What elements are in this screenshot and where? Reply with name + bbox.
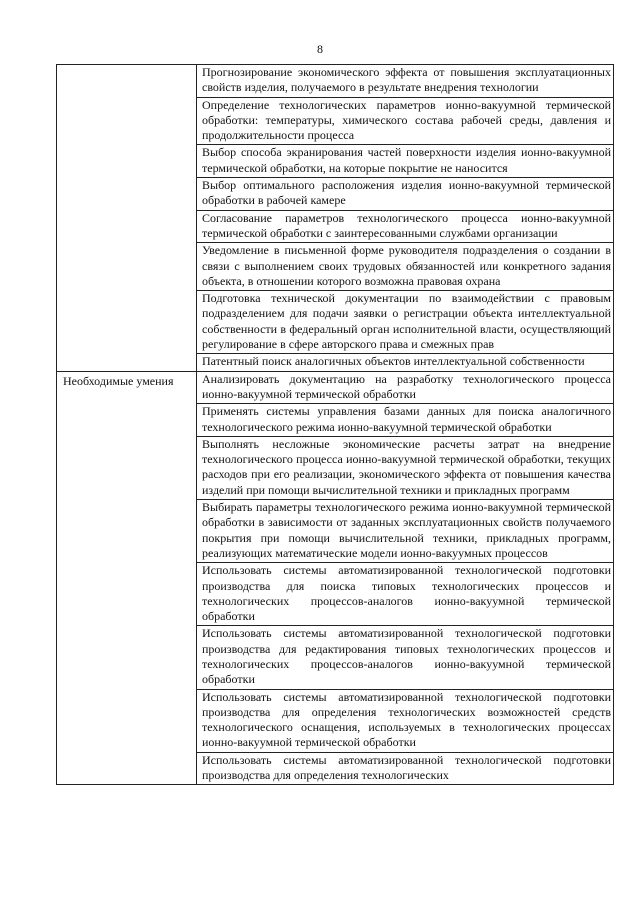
list-item: Патентный поиск аналогичных объектов интеллектуальной собственности: [202, 354, 585, 369]
list-item: Применять системы управления базами данных для поиска аналогичного технологического режима ионно-вакуумной термической обработки: [197, 404, 613, 437]
list-item: Использовать системы автоматизированной технологической подготовки производства для определения технологических: [202, 752, 611, 783]
list-item: Использовать системы автоматизированной технологической подготовки производства для поиска типовых технологических процессов и технологических процессов-аналогов ионно-вакуумной термической обработки: [197, 563, 613, 626]
page-number: 8: [317, 42, 323, 56]
list-item: Использовать системы автоматизированной технологической подготовки производства для определения технологических возможностей средств технологического оснащения, используемых в технологических процессах ионно-вакуумной термической обработки: [197, 690, 613, 753]
list-item: Выбирать параметры технологического режима ионно-вакуумной термической обработки в зависимости от заданных эксплуатационных свойств получаемого покрытия при помощи вычислительной техники, прикладных программ, реализующих математические модели ионно-вакуумных процессов: [197, 500, 613, 563]
row-label: Необходимые умения: [57, 371, 197, 785]
list-item: Выбор оптимального расположения изделия ионно-вакуумной термической обработки в рабочей камере: [197, 178, 613, 211]
list-item: Использовать системы автоматизированной технологической подготовки производства для редактирования типовых технологических процессов и технологических процессов-аналогов ионно-вакуумной термической обработки: [197, 626, 613, 689]
list-item: Анализировать документацию на разработку технологического процесса ионно-вакуумной термической обработки: [197, 372, 613, 405]
list-item: Выбор способа экранирования частей поверхности изделия ионно-вакуумной термической обработки, на которые покрытие не наносится: [197, 145, 613, 178]
row-label: [57, 65, 197, 372]
competency-table: [56, 64, 614, 785]
row-content: [197, 65, 614, 372]
list-item: Определение технологических параметров ионно-вакуумной термической обработки: температуры, химического состава рабочей среды, давления и продолжительности процесса: [197, 98, 613, 146]
table-row: [57, 371, 614, 785]
table-row: [57, 65, 614, 372]
list-item: Согласование параметров технологического процесса ионно-вакуумной термической обработки с заинтересованными службами организации: [197, 211, 613, 244]
list-item: Подготовка технической документации по взаимодействии с правовым подразделением для подачи заявки о регистрации объекта интеллектуальной собственности в федеральный орган исполнительной власти, осуществляющий регулирование в сфере авторского права и смежных прав: [197, 291, 613, 354]
list-item: Прогнозирование экономического эффекта от повышения эксплуатационных свойств изделия, получаемого в результате внедрения технологии: [197, 65, 613, 98]
list-item: Уведомление в письменной форме руководителя подразделения о создании в связи с выполнением своих трудовых обязанностей или конкретного задания объекта, в отношении которого возможна правовая охрана: [197, 243, 613, 291]
row-content: [197, 371, 614, 785]
list-item: Выполнять несложные экономические расчеты затрат на внедрение технологического процесса ионно-вакуумной термической обработки, текущих расходов при его реализации, экономического эффекта от повышения качества изделий при помощи вычислительной техники и прикладных программ: [197, 437, 613, 500]
